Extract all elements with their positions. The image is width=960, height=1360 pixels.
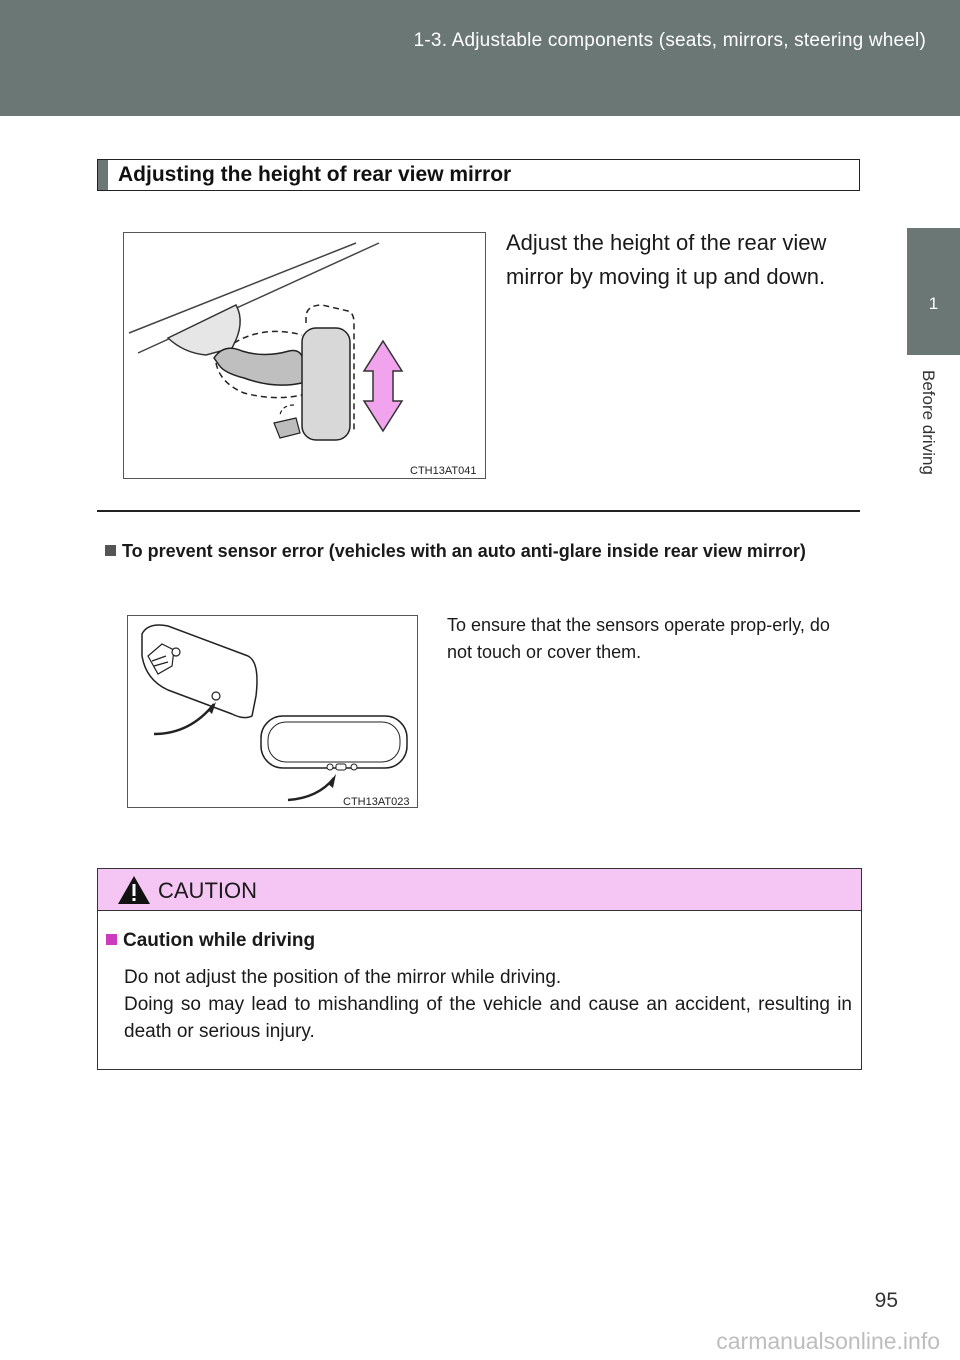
side-strip <box>907 355 960 1360</box>
caution-subtitle-text: Caution while driving <box>123 930 316 951</box>
caution-bullet-icon <box>106 934 117 945</box>
sensor-illustration <box>127 615 418 808</box>
caution-body <box>124 964 852 1045</box>
page-number: 95 <box>874 1289 898 1312</box>
heading-accent-bar <box>98 160 108 190</box>
chapter-tab[interactable] <box>907 228 960 355</box>
chapter-number: 1 <box>928 294 939 313</box>
section-divider <box>97 510 860 512</box>
warning-triangle-icon <box>116 874 152 906</box>
caution-box <box>97 868 862 1070</box>
section-breadcrumb: 1-3. Adjustable components (seats, mirrors, steering wheel) <box>413 30 926 51</box>
section-heading-box <box>97 159 860 191</box>
mirror-height-illustration <box>123 232 486 479</box>
sensor-instruction: To ensure that the sensors operate prop-erly, do not touch or cover them. <box>447 615 830 662</box>
caution-line-1: Do not adjust the position of the mirror while driving. <box>124 967 562 988</box>
header-band <box>0 0 960 116</box>
chapter-label: Before driving <box>919 370 938 475</box>
caution-subtitle <box>106 930 315 952</box>
figure-code-1: CTH13AT041 <box>410 465 477 477</box>
caution-title: CAUTION <box>158 878 257 903</box>
section-title: Adjusting the height of rear view mirror <box>118 163 512 186</box>
sensor-subheading-text: To prevent sensor error (vehicles with an auto anti-glare inside rear view mirror) <box>122 541 806 561</box>
caution-header <box>98 869 861 911</box>
figure-code-2: CTH13AT023 <box>343 796 410 807</box>
sensor-drawing <box>128 616 417 807</box>
sensor-subheading <box>105 538 855 565</box>
mirror-height-instruction: Adjust the height of the rear view mirror by moving it up and down. <box>506 230 827 289</box>
bullet-square-icon <box>105 545 116 556</box>
caution-line-2: Doing so may lead to mishandling of the vehicle and cause an accident, resulting in death or serious injury. <box>124 994 852 1042</box>
footer-watermark: carmanualsonline.info <box>716 1328 940 1354</box>
mirror-height-drawing <box>124 233 485 478</box>
